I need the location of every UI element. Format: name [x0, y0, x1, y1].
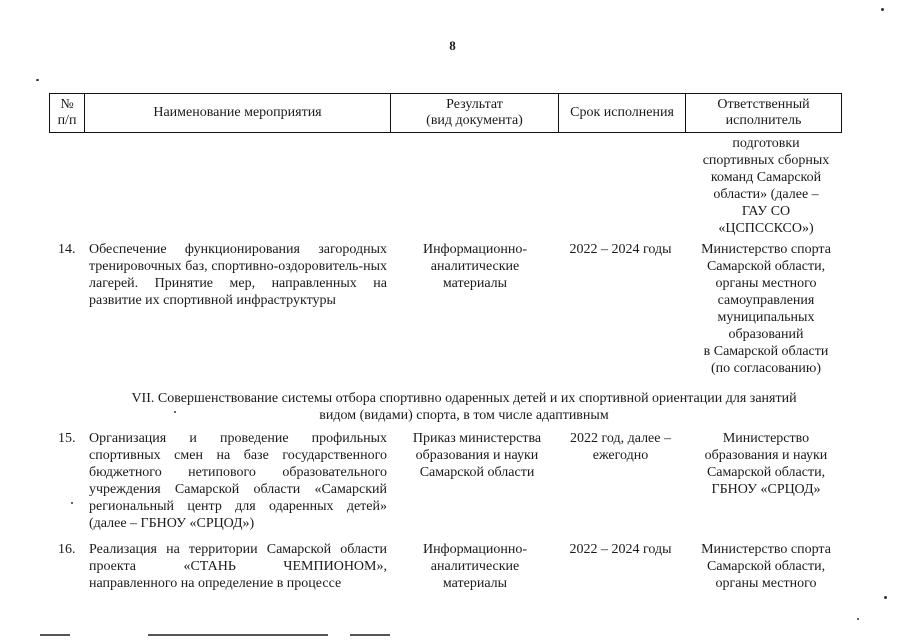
row-name: Обеспечение функционирования загородных тренировочных баз, спортивно-оздоровитель-ных лагерей. Принятие мер, направленных на развитие их спортивной инфраструктуры: [89, 242, 387, 308]
scan-speck: [71, 502, 73, 504]
row-executor: Министерство спорта Самарской области, органы местного: [701, 542, 831, 591]
header-num: № п/п: [57, 97, 77, 128]
scan-artifact: [40, 634, 70, 636]
row-result: Приказ министерства образования и науки Самарской области: [412, 431, 542, 480]
header-result: Результат (вид документа): [426, 97, 523, 128]
page-number: 8: [449, 38, 456, 53]
row-name: Реализация на территории Самарской области проекта «СТАНЬ ЧЕМПИОНОМ», направленного на определение в процессе: [89, 542, 387, 591]
header-deadline: Срок исполнения: [570, 105, 674, 120]
row-executor: Министерство спорта Самарской области, органы местного самоуправления муниципальных образований в Самарской области (по согласованию): [701, 242, 831, 376]
header-executor: Ответственный исполнитель: [717, 97, 810, 128]
row-name: Организация и проведение профильных спортивных смен на базе государственного бюджетного нетипового образовательного учреждения Самарской области «Самарский региональный центр для одаренных детей» (далее – ГБНОУ «СРЦОД»): [89, 431, 387, 531]
row-num: 16.: [58, 542, 76, 557]
header-border-right: [841, 93, 842, 133]
row-executor: Министерство образования и науки Самарской области, ГБНОУ «СРЦОД»: [704, 431, 828, 497]
scan-speck: [174, 411, 176, 413]
row-result: Информационно- аналитические материалы: [422, 242, 528, 291]
header-name: Наименование мероприятия: [153, 105, 322, 120]
row-deadline: 2022 год, далее – ежегодно: [570, 431, 671, 463]
row-deadline: 2022 – 2024 годы: [569, 242, 672, 257]
scan-artifact: [350, 634, 390, 636]
row-deadline: 2022 – 2024 годы: [569, 542, 672, 557]
table-header: [49, 93, 842, 133]
section-title: VII. Совершенствование системы отбора спортивно одаренных детей и их спортивной ориентации для занятий видом (видами) спорта, в том числе адаптивным: [131, 391, 797, 423]
scan-speck: [881, 8, 884, 11]
scan-speck: [857, 618, 859, 620]
scan-artifact: [148, 634, 328, 636]
continued-executor: подготовки спортивных сборных команд Самарской области» (далее – ГАУ СО «ЦСПССКСО»): [702, 136, 830, 236]
row-num: 15.: [58, 431, 76, 446]
row-num: 14.: [58, 242, 76, 257]
row-result: Информационно- аналитические материалы: [422, 542, 528, 591]
scan-speck: [884, 596, 887, 599]
scan-speck: [36, 79, 39, 81]
